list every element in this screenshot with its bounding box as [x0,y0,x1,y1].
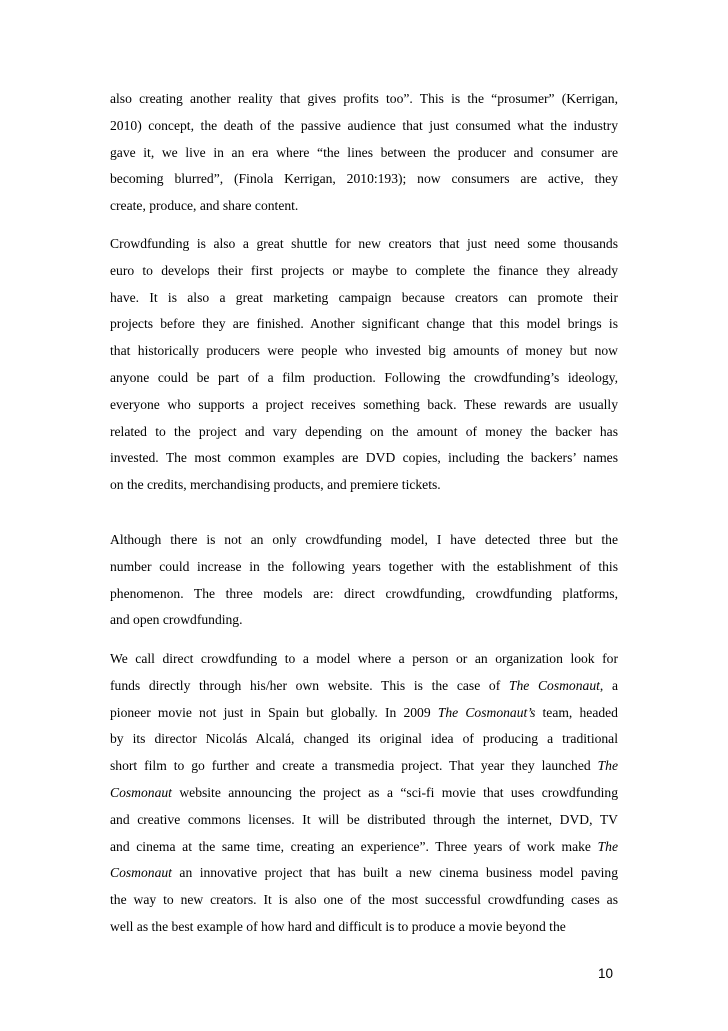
paragraph-crowdfunding-models [110,527,618,634]
text-run: phenomenon. The three models are: direct crowdfunding, crowdfunding platforms, [110,585,618,601]
text-line [110,231,618,258]
paragraph-prosumer [110,86,618,220]
text-run: 2010) concept, the death of the passive audience that just consumed what the industry [110,117,618,133]
text-line [110,113,618,140]
page-number: 10 [598,966,614,981]
text-run: invested. The most common examples are DVD copies, including the backers’ names [110,450,618,466]
text-line [110,914,618,941]
text-line [110,581,618,608]
text-line [110,445,618,472]
text-run: team, headed [535,704,618,720]
text-run: and open crowdfunding. [110,612,243,628]
text-run: on the credits, merchandising products, and premiere tickets. [110,477,441,493]
text-line [110,860,618,887]
text-line [110,365,618,392]
italic-title-text: Cosmonaut [110,865,172,881]
text-run: We call direct crowdfunding to a model where a person or an organization look for [110,651,618,666]
text-run: and cinema at the same time, creating an experience”. Three years of work make [110,838,598,854]
text-run: the way to new creators. It is also one of the most successful crowdfunding cases as [110,892,618,908]
italic-title-text: The [597,758,618,774]
text-line [110,807,618,834]
text-run: by its director Nicolás Alcalá, changed its original idea of producing a traditional [110,731,618,747]
text-run: and creative commons licenses. It will be distributed through the internet, DVD, TV [110,811,618,827]
italic-title-text: The Cosmonaut’s [437,704,536,720]
text-line [110,472,618,499]
italic-title-text: Cosmonaut [110,784,172,800]
text-run: Crowdfunding is also a great shuttle for new creators that just need some thousands [110,236,618,251]
text-run: everyone who supports a project receives something back. These rewards are usually [110,396,618,412]
paragraph-direct-crowdfunding [110,646,618,941]
text-line [110,607,618,634]
italic-title-text: The Cosmonaut [508,677,600,693]
text-run: have. It is also a great marketing campaign because creators can promote their [110,289,618,305]
text-run: also creating another reality that gives profits too”. This is the “prosumer” (Kerrigan, [110,91,618,106]
text-run: that historically producers were people who invested big amounts of money but now [110,343,618,359]
text-run: well as the best example of how hard and difficult is to produce a movie beyond the [110,918,566,934]
text-line [110,86,618,113]
text-run: related to the project and vary depending on the amount of money the backer has [110,423,618,439]
text-run: projects before they are finished. Another significant change that this model brings is [110,316,618,332]
text-run: number could increase in the following years together with the establishment of this [110,558,618,574]
text-line [110,554,618,581]
text-line [110,193,618,220]
text-line [110,834,618,861]
text-run: gave it, we live in an era where “the lines between the producer and consumer are [110,144,618,160]
text-line [110,419,618,446]
text-line [110,258,618,285]
text-line [110,166,618,193]
italic-title-text: The [597,838,618,854]
text-run: funds directly through his/her own website. This is the case of [110,677,509,693]
text-run: anyone could be part of a film production. Following the crowdfunding’s ideology, [110,369,618,385]
text-run: website announcing the project as a “sci-fi movie that uses crowdfunding [171,784,618,800]
text-run: , a [599,677,618,693]
text-line [110,392,618,419]
text-line [110,646,618,673]
text-line [110,780,618,807]
text-run: Although there is not an only crowdfunding model, I have detected three but the [110,532,618,547]
text-line [110,753,618,780]
paragraph-crowdfunding-benefits [110,231,618,499]
text-run: short film to go further and create a transmedia project. That year they launched [110,758,598,774]
text-line [110,285,618,312]
text-line [110,726,618,753]
text-run: euro to develops their first projects or maybe to complete the finance they already [110,262,618,278]
text-run: an innovative project that has built a new cinema business model paving [171,865,618,881]
text-line [110,887,618,914]
text-line [110,527,618,554]
text-line [110,311,618,338]
text-run: pioneer movie not just in Spain but globally. In 2009 [110,704,438,720]
text-run: becoming blurred”, (Finola Kerrigan, 2010:193); now consumers are active, they [110,171,618,187]
text-line [110,700,618,727]
text-line [110,338,618,365]
text-line [110,140,618,167]
text-line [110,673,618,700]
text-run: create, produce, and share content. [110,198,299,214]
